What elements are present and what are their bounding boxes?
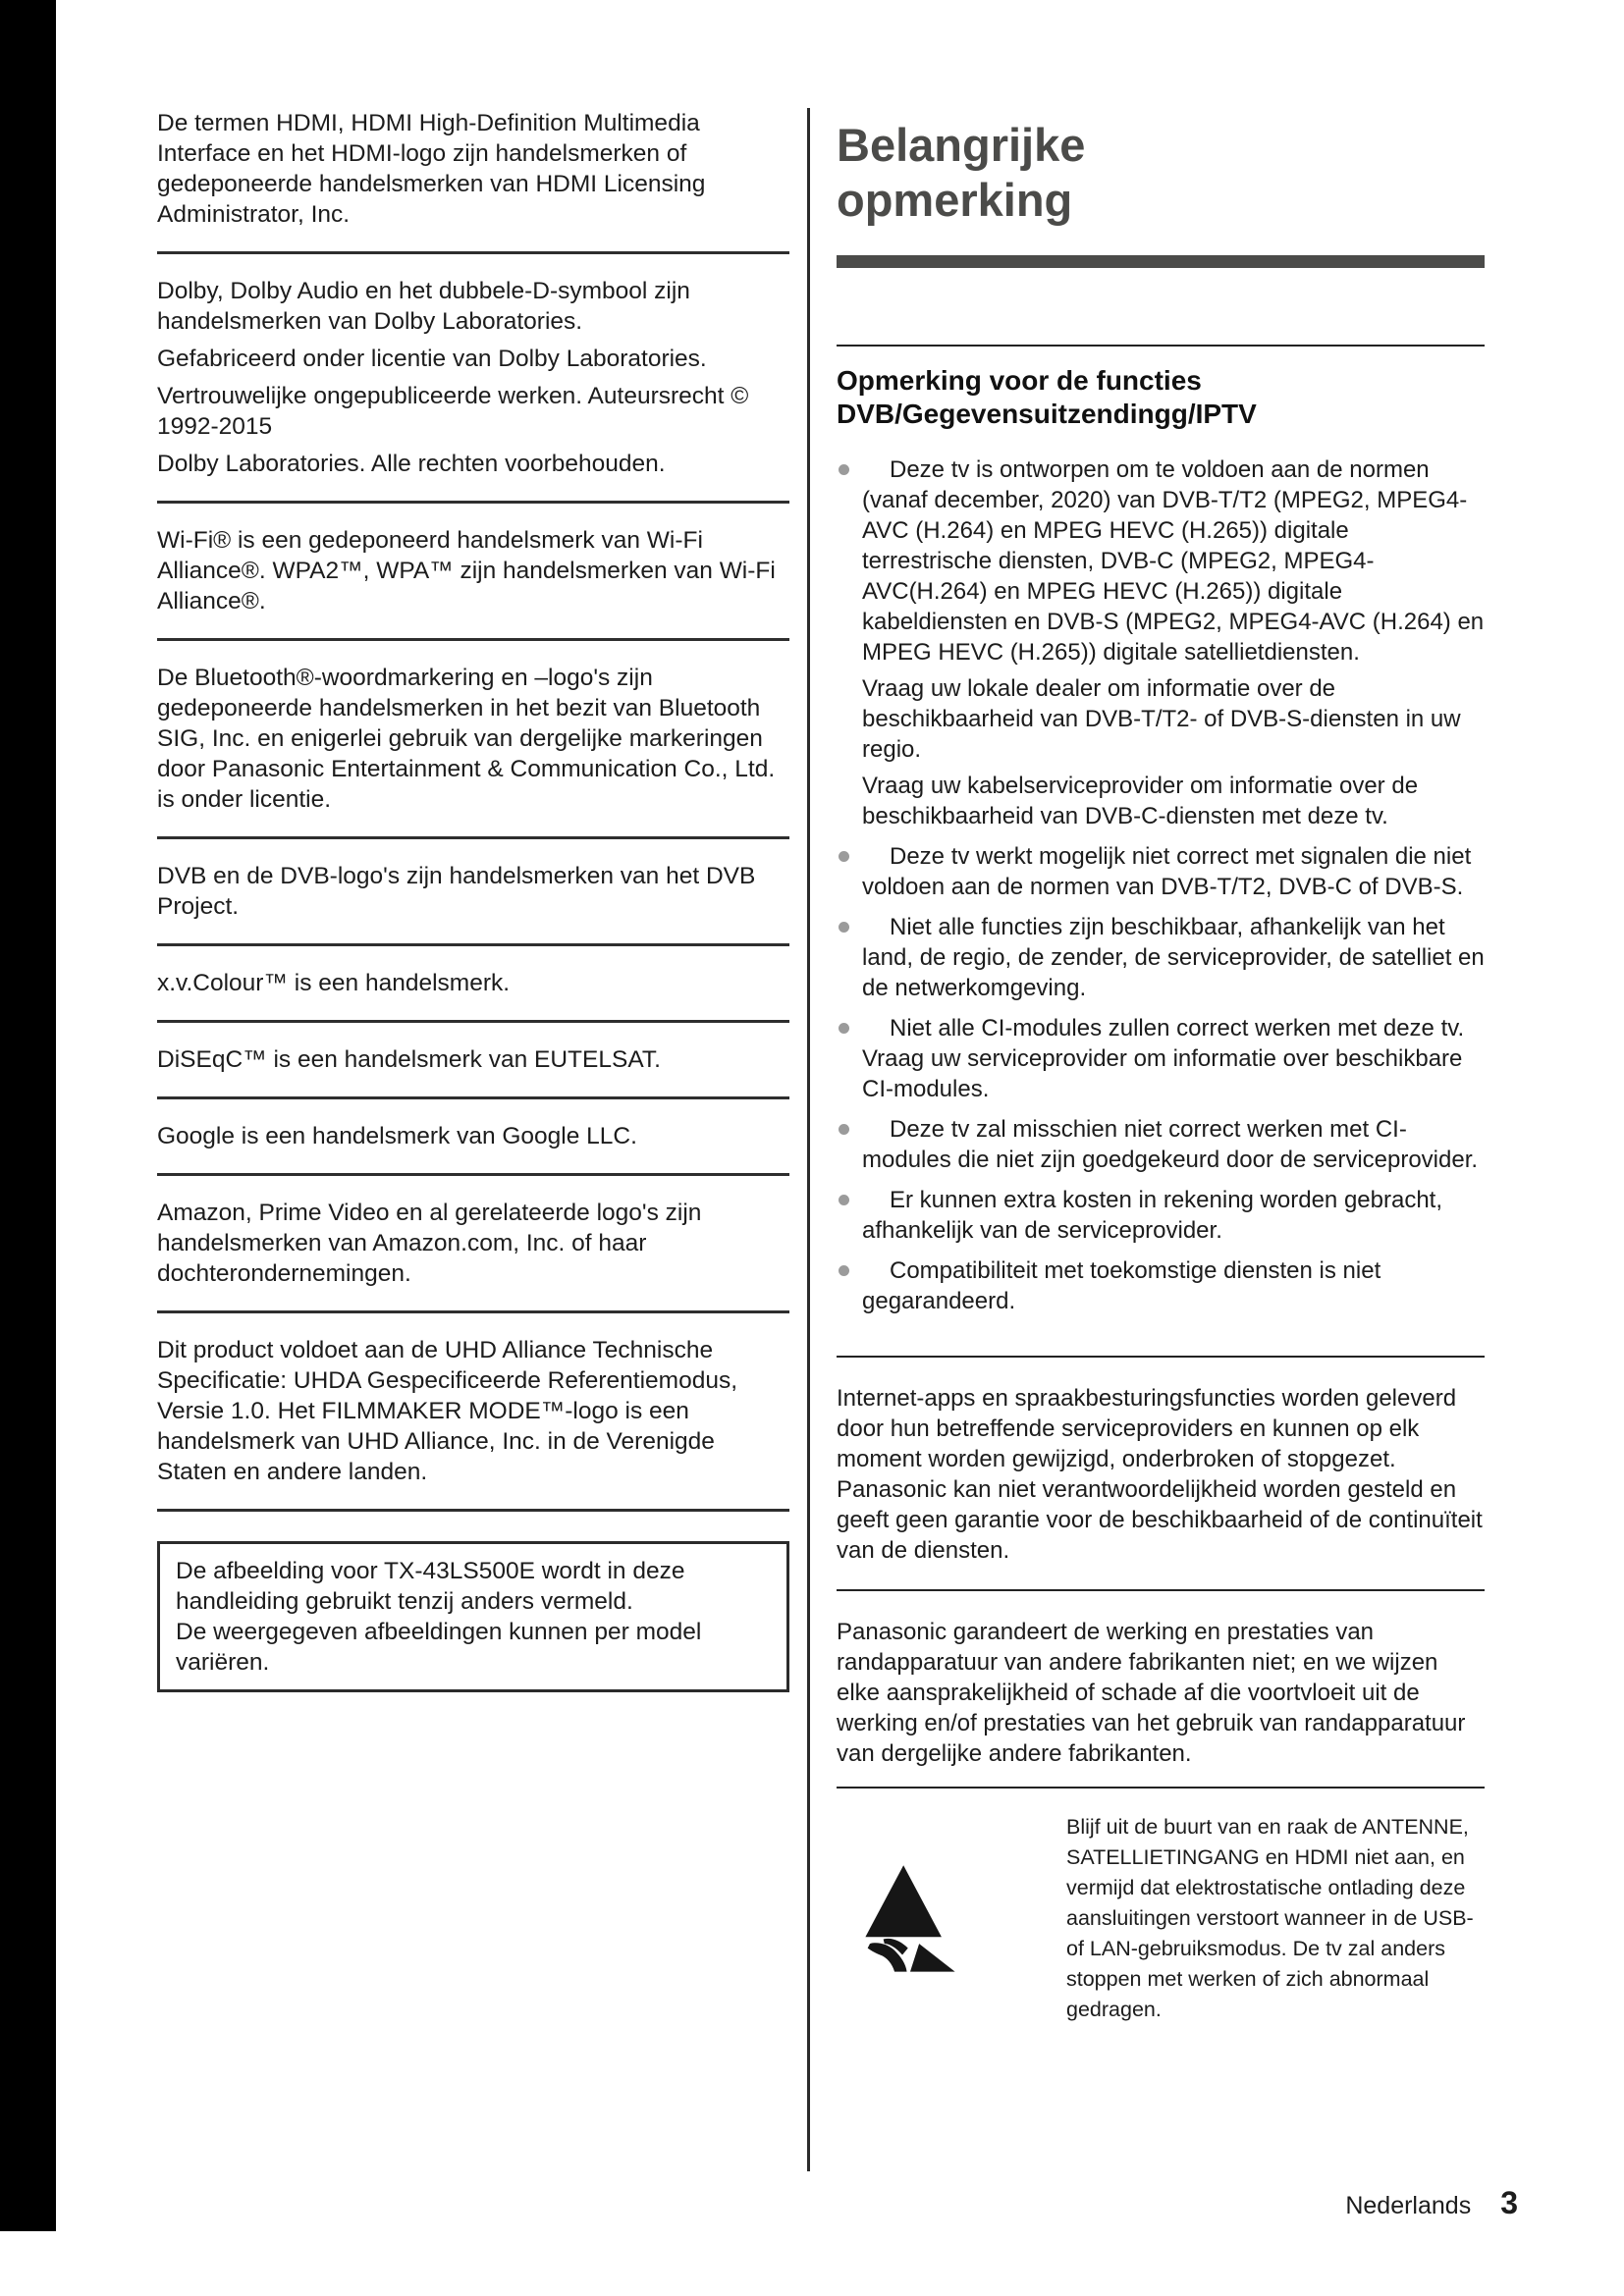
paragraph: Amazon, Prime Video en al gerelateerde logo's zijn handelsmerken van Amazon.com, Inc. of haar dochterondernemingen.	[157, 1200, 702, 1287]
bullet-text: Deze tv werkt mogelijk niet correct met signalen die niet voldoen aan de normen van DVB-T/T2, DVB-C of DVB-S.	[862, 843, 1472, 900]
divider-rule	[837, 345, 1485, 347]
list-item	[837, 912, 1485, 1003]
list-item	[837, 841, 1485, 902]
trademark-section-amazon	[157, 1198, 789, 1289]
paragraph: De weergegeven afbeeldingen kunnen per model variëren.	[176, 1619, 702, 1676]
list-item	[837, 454, 1485, 831]
list-item	[837, 1255, 1485, 1316]
divider-rule	[157, 251, 789, 254]
divider-rule	[157, 638, 789, 641]
paragraph: De Bluetooth®-woordmarkering en –logo's zijn gedeponeerde handelsmerken in het bezit van Bluetooth SIG, Inc. en enigerlei gebruik van dergelijke markeringen door Panasonic Entertainment & Communication Co., Ltd. is onder licentie.	[157, 665, 776, 813]
esd-warning-icon	[837, 1812, 984, 2025]
trademark-section-dolby	[157, 276, 789, 479]
trademark-column	[157, 108, 789, 1692]
page-title-line2: opmerking	[837, 174, 1073, 226]
paragraph: Internet-apps en spraakbesturingsfuncties worden geleverd door hun betreffende serviceproviders en kunnen op elk moment worden gewijzigd, onderbroken of stopgezet.	[837, 1385, 1457, 1472]
divider-rule	[157, 943, 789, 946]
section-heading-line1: Opmerking voor de functies	[837, 365, 1202, 396]
model-note-box	[157, 1541, 789, 1692]
divider-rule	[157, 836, 789, 839]
bullet-text: Deze tv is ontworpen om te voldoen aan de normen (vanaf december, 2020) van DVB-T/T2 (MPEG2, MPEG4-AVC (H.264) en MPEG HEVC (H.265)) digitale terrestrische diensten, DVB-C (MPEG2, MPEG4-AVC(H.264) en MPEG HEVC (H.265)) digitale kabeldiensten en DVB-S (MPEG2, MPEG4-AVC (H.264) en MPEG HEVC (H.265)) digitale satellietdiensten.	[862, 456, 1485, 666]
list-item	[837, 1013, 1485, 1104]
trademark-section-diseqc	[157, 1044, 789, 1075]
bullet-list	[837, 454, 1485, 1316]
list-item	[837, 1185, 1485, 1246]
divider-rule	[837, 1356, 1485, 1358]
divider-rule	[157, 1096, 789, 1099]
trademark-section-bluetooth	[157, 663, 789, 815]
divider-rule	[157, 501, 789, 504]
paragraph: De termen HDMI, HDMI High-Definition Multimedia Interface en het HDMI-logo zijn handelsmerken of gedeponeerde handelsmerken van HDMI Licensing Administrator, Inc.	[157, 110, 706, 228]
page-spine-bar	[0, 0, 56, 2231]
divider-rule	[157, 1310, 789, 1313]
bullet-text: Compatibiliteit met toekomstige diensten is niet gegarandeerd.	[862, 1257, 1381, 1314]
trademark-section-wifi	[157, 525, 789, 616]
paragraph: DVB en de DVB-logo's zijn handelsmerken van het DVB Project.	[157, 863, 756, 920]
footer-page-number: 3	[1500, 2185, 1518, 2220]
paragraph: Panasonic garandeert de werking en prestaties van randapparatuur van andere fabrikanten niet; en we wijzen elke aansprakelijkheid of schade af die voortvloeit uit de werking en/of prestaties van het gebruik van randapparatuur van dergelijke andere fabrikanten.	[837, 1619, 1466, 1767]
paragraph: Gefabriceerd onder licentie van Dolby Laboratories.	[157, 346, 707, 372]
paragraph: Dolby Laboratories. Alle rechten voorbehouden.	[157, 451, 666, 477]
paragraph: DiSEqC™ is een handelsmerk van EUTELSAT.	[157, 1046, 661, 1073]
divider-rule	[837, 1589, 1485, 1591]
liability-note	[837, 1617, 1485, 1769]
divider-rule	[157, 1020, 789, 1023]
section-heading-line2: DVB/Gegevensuitzendingg/IPTV	[837, 399, 1257, 429]
trademark-section-uhd-alliance	[157, 1335, 789, 1487]
title-underline-bar	[837, 255, 1485, 268]
esd-warning-block	[837, 1812, 1485, 2025]
divider-rule	[157, 1173, 789, 1176]
paragraph: Blijf uit de buurt van en raak de ANTENNE, SATELLIETINGANG en HDMI niet aan, en vermijd dat elektrostatische ontlading deze aansluitingen verstoort wanneer in de USB- of LAN-gebruiksmodus. De tv zal anders stoppen met werken of zich abnormaal gedragen.	[1066, 1815, 1474, 2021]
bullet-text: Deze tv zal misschien niet correct werken met CI-modules die niet zijn goedgekeurd door de serviceprovider.	[862, 1116, 1479, 1173]
important-notice-column	[837, 118, 1485, 2025]
paragraph: Wi-Fi® is een gedeponeerd handelsmerk van Wi-Fi Alliance®. WPA2™, WPA™ zijn handelsmerken van Wi-Fi Alliance®.	[157, 527, 776, 614]
trademark-section-hdmi	[157, 108, 789, 230]
bullet-text: Er kunnen extra kosten in rekening worden gebracht, afhankelijk van de serviceprovider.	[862, 1187, 1443, 1244]
page-title-line1: Belangrijke	[837, 119, 1086, 171]
bullet-subtext: Vraag uw kabelserviceprovider om informatie over de beschikbaarheid van DVB-C-diensten met deze tv.	[862, 773, 1419, 829]
paragraph: Dolby, Dolby Audio en het dubbele-D-symbool zijn handelsmerken van Dolby Laboratories.	[157, 278, 690, 335]
paragraph: x.v.Colour™ is een handelsmerk.	[157, 970, 511, 996]
service-provider-note	[837, 1383, 1485, 1566]
paragraph: Panasonic kan niet verantwoordelijkheid worden gesteld en geeft geen garantie voor de beschikbaarheid of de continuïteit van de diensten.	[837, 1476, 1483, 1564]
trademark-section-xvcolour	[157, 968, 789, 998]
bullet-text: Niet alle functies zijn beschikbaar, afhankelijk van het land, de regio, de zender, de serviceprovider, de satelliet en de netwerkomgeving.	[862, 914, 1485, 1001]
page-title	[837, 118, 1485, 228]
divider-rule	[157, 1509, 789, 1512]
list-item	[837, 1114, 1485, 1175]
paragraph: Dit product voldoet aan de UHD Alliance Technische Specificatie: UHDA Gespecificeerde Referentiemodus, Versie 1.0. Het FILMMAKER MODE™-logo is een handelsmerk van UHD Alliance, Inc. in de Verenigde Staten en andere landen.	[157, 1337, 738, 1485]
page-footer	[837, 2185, 1518, 2221]
bullet-text: Niet alle CI-modules zullen correct werken met deze tv. Vraag uw serviceprovider om informatie over beschikbare CI-modules.	[862, 1015, 1465, 1102]
section-heading	[837, 364, 1485, 431]
bullet-subtext: Vraag uw lokale dealer om informatie over de beschikbaarheid van DVB-T/T2- of DVB-S-diensten in uw regio.	[862, 675, 1461, 763]
warning-text	[1066, 1812, 1485, 2025]
paragraph: Google is een handelsmerk van Google LLC.	[157, 1123, 637, 1149]
trademark-section-dvb	[157, 861, 789, 922]
column-divider	[807, 108, 810, 2171]
paragraph: Vertrouwelijke ongepubliceerde werken. Auteursrecht © 1992-2015	[157, 383, 749, 440]
trademark-section-google	[157, 1121, 789, 1151]
footer-language-label: Nederlands	[1345, 2192, 1472, 2219]
divider-rule	[837, 1787, 1485, 1789]
paragraph: De afbeelding voor TX-43LS500E wordt in deze handleiding gebruikt tenzij anders vermeld.	[176, 1558, 685, 1615]
